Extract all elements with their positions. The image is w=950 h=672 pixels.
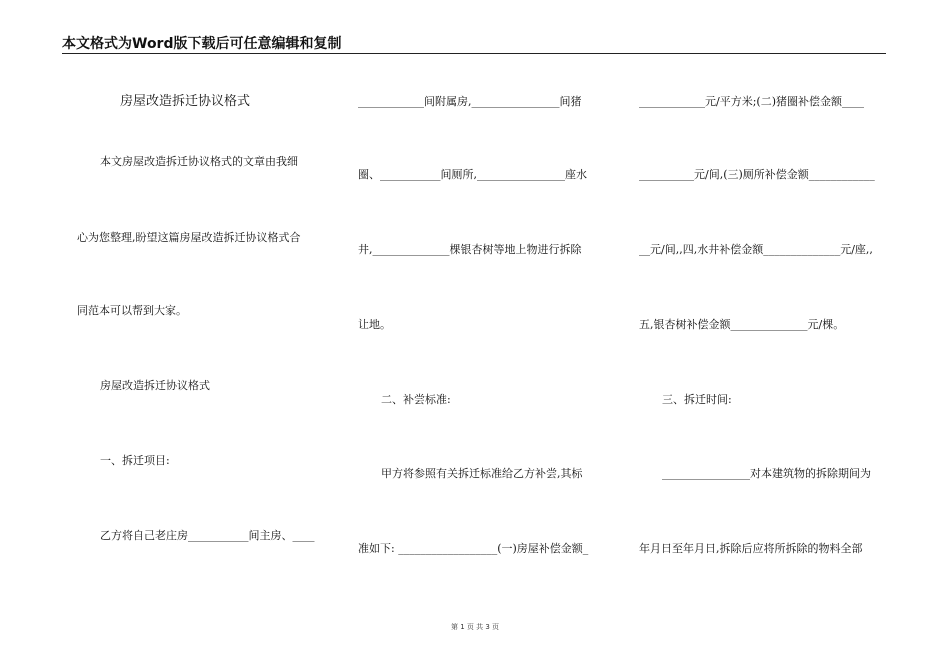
paragraph-line: ________________对本建筑物的拆除期间为 [662,467,871,480]
section-heading: 三、拆迁时间: [662,393,732,406]
header-divider [62,53,886,54]
section-heading: 房屋改造拆迁协议格式 [100,379,210,392]
paragraph-line: 本文房屋改造拆迁协议格式的文章由我细 [100,155,298,168]
paragraph-line: 年月日至年月日,拆除后应将所拆除的物料全部 [639,542,863,555]
section-heading: 一、拆迁项目: [100,454,170,467]
page-footer: 第 1 页 共 3 页 [450,623,500,631]
paragraph-line: 五,银杏树补偿金额______________元/棵。 [639,318,845,331]
paragraph-line: 井,______________棵银杏树等地上物进行拆除 [358,243,582,256]
paragraph-line: __元/间,,四,水井补偿金额______________元/座,, [639,243,873,256]
paragraph-line: 让地。 [358,318,391,331]
paragraph-line: 甲方将参照有关拆迁标准给乙方补尝,其标 [381,467,583,480]
paragraph-line: 心为您整理,盼望这篇房屋改造拆迁协议格式合 [77,231,301,244]
paragraph-line: 准如下: __________________(一)房屋补偿金额_ [358,542,589,555]
paragraph-line: ____________元/平方米;(二)猪圈补偿金额____ [639,95,864,108]
paragraph-line: 乙方将自己老庄房___________间主房、____ [100,529,315,542]
paragraph-line: ____________间附属房,________________间猪 [358,95,582,108]
section-heading: 二、补尝标准: [381,393,451,406]
paragraph-line: 圈、___________间厕所,________________座水 [358,168,587,181]
paragraph-line: 同范本可以帮到大家。 [77,304,187,317]
document-header: 本文格式为Word版下载后可任意编辑和复制 [62,36,342,52]
document-title: 房屋改造拆迁协议格式 [120,94,251,109]
paragraph-line: __________元/间,(三)厕所补偿金额____________ [639,168,875,181]
